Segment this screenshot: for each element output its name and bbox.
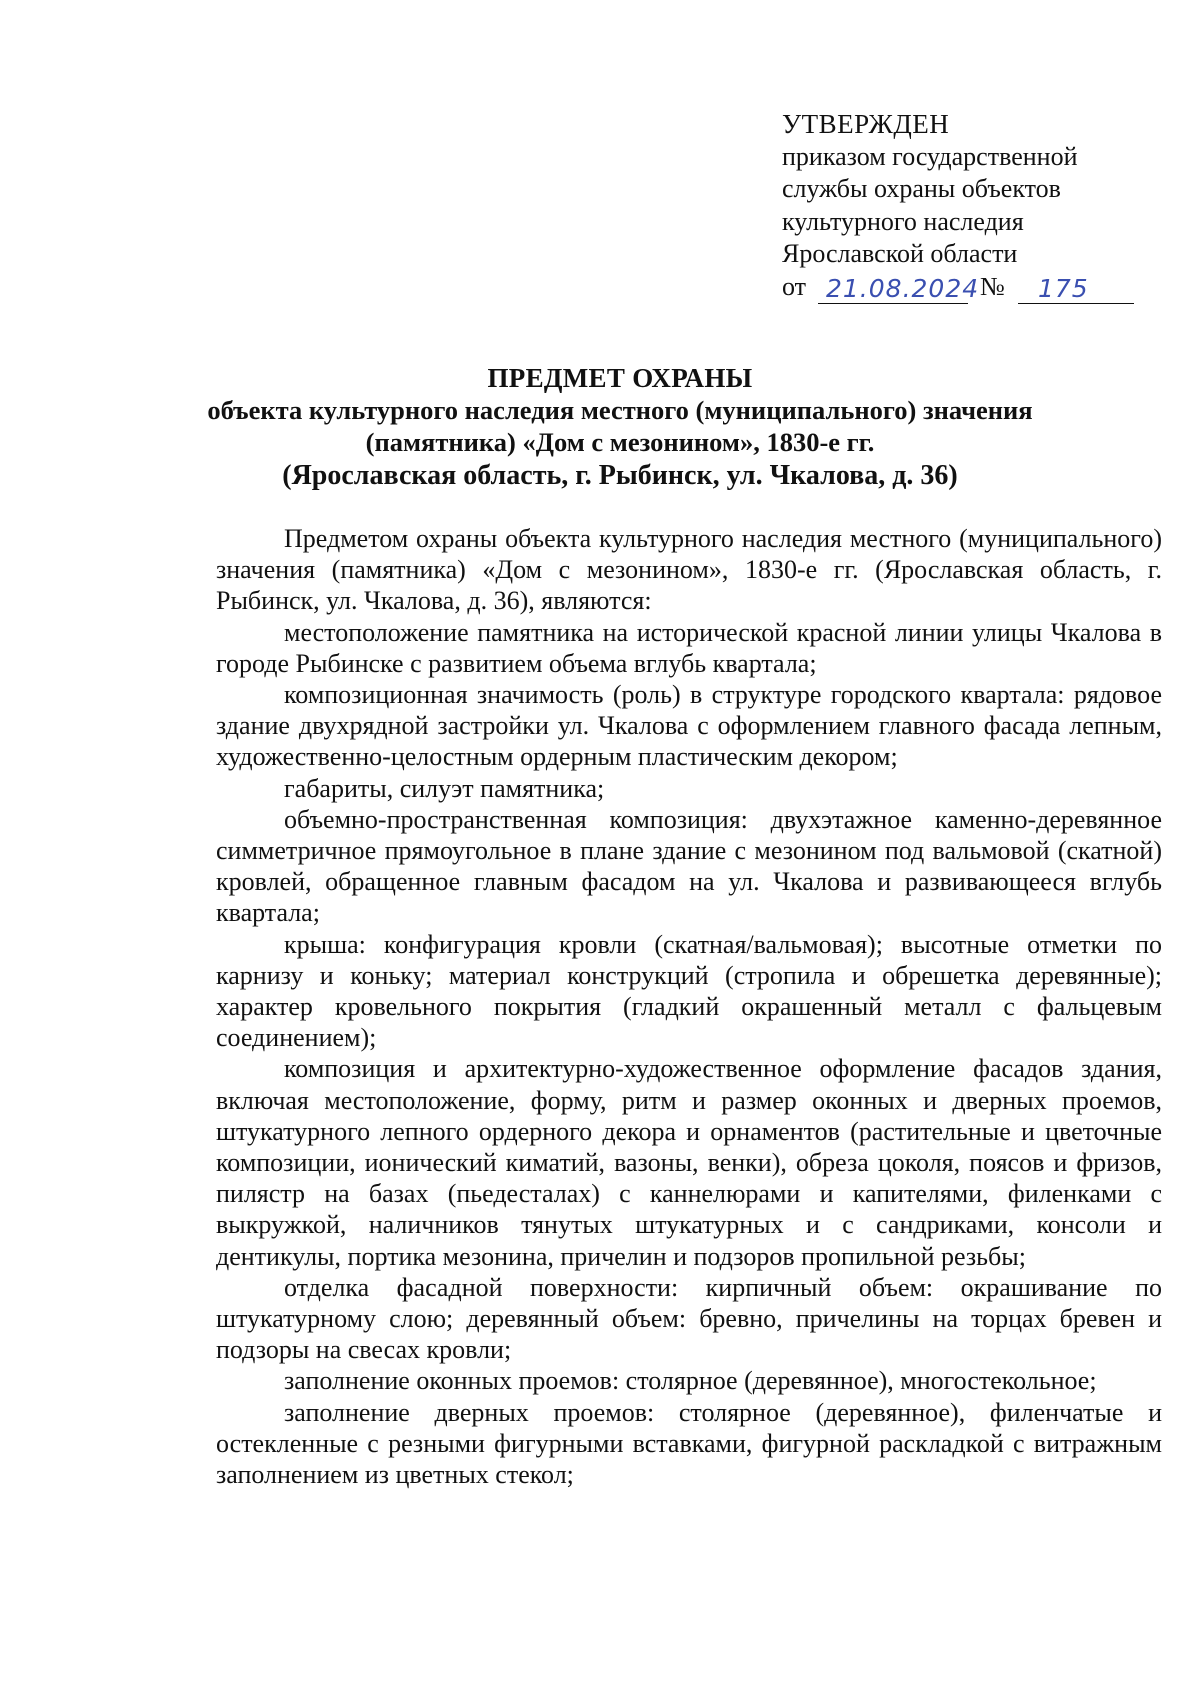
approval-line: Ярославской области [782,239,1018,268]
paragraph-volume-composition: объемно-пространственная композиция: двухэтажное каменно-деревянное симметричное прямоугольное в плане здание с мезонином под вальмовой (скатной) кровлей, обращенное главным фасадом на ул. Чкалова и развивающееся вглубь квартала; [216,804,1162,928]
paragraph-intro: Предметом охраны объекта культурного наследия местного (муниципального) значения (памятника) «Дом с мезонином», 1830-е гг. (Ярославская область, г. Рыбинск, ул. Чкалова, д. 36), являются: [216,524,1162,616]
approval-line: культурного наследия [782,206,1024,236]
paragraph-window-fill: заполнение оконных проемов: столярное (деревянное), многостекольное; [284,1366,1097,1396]
paragraph-composition-role: композиционная значимость (роль) в структуре городского квартала: рядовое здание двухрядной застройки ул. Чкалова с оформлением главного фасада лепным, художественно-целостным ордерным пластическим декором; [216,680,1162,772]
order-number-field [1018,271,1134,304]
document-body [216,523,1162,1490]
number-sign: № [980,271,1005,301]
order-date-field [818,271,980,304]
approved-heading: УТВЕРЖДЕН [782,109,950,139]
approval-line: приказом государственной [782,141,1078,171]
order-date-handwritten: 21.08.2024 [826,273,980,303]
order-number-handwritten: 175 [1038,273,1089,303]
paragraph-facade-finish: отделка фасадной поверхности: кирпичный объем: окрашивание по штукатурному слою; деревянный объем: бревно, причелины на торцах бревен и подзоры на свесах кровли; [216,1272,1162,1365]
date-prefix: от [782,271,807,301]
paragraph-facade-decoration: композиция и архитектурно-художественное оформление фасадов здания, включая местоположение, форму, ритм и размер оконных и дверных проемов, штукатурного лепного ордерного декора и орнаментов (растительные и цветочные композиции, ионический киматий, вазоны, венки), обреза цоколя, поясов и фризов, пилястр на базах (пьедесталах) с каннелюрами и капителями, филенками с выкружкой, наличников тянутых штукатурных и с сандриками, консоли и дентикулы, портика мезонина, причелин и подзоров пропильной резьбы; [216,1054,1162,1271]
approval-block [782,108,1142,304]
approval-line: службы охраны объектов [782,174,1061,203]
title-main: ПРЕДМЕТ ОХРАНЫ [487,363,753,393]
title-line-3: (Ярославская область, г. Рыбинск, ул. Чкалова, д. 36) [282,460,958,491]
paragraph-roof: крыша: конфигурация кровли (скатная/вальмовая); высотные отметки по карнизу и коньку; материал конструкций (стропила и обрешетка деревянные); характер кровельного покрытия (гладкий окрашенный металл с фальцевым соединением); [216,929,1162,1053]
paragraph-location: местоположение памятника на исторической красной линии улицы Чкалова в городе Рыбинске с развитием объема вглубь квартала; [216,617,1162,678]
title-line-2: (памятника) «Дом с мезонином», 1830-е гг. [365,427,875,457]
paragraph-door-fill: заполнение дверных проемов: столярное (деревянное), филенчатые и остекленные с резными фигурными вставками, фигурной раскладкой с витражным заполнением из цветных стекол; [216,1397,1162,1490]
document-title [120,362,1120,492]
title-line-1: объекта культурного наследия местного (муниципального) значения [207,395,1033,425]
order-date-number-line [782,271,1142,304]
paragraph-dimensions: габариты, силуэт памятника; [284,773,605,803]
